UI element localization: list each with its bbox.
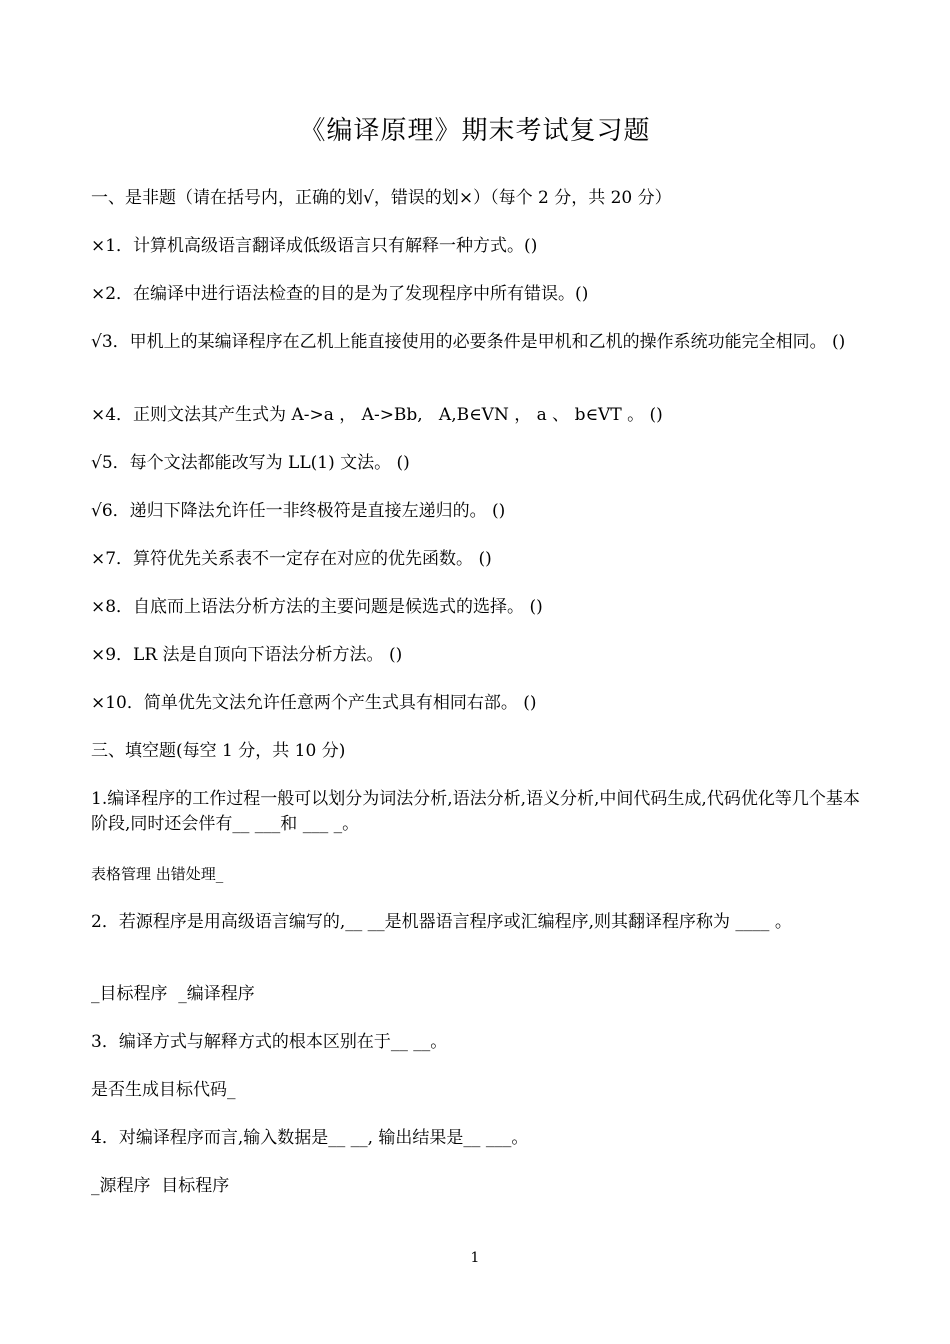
section3-heading: 三、填空题(每空 1 分，共 10 分) bbox=[91, 741, 346, 761]
true-false-item-5: √5．每个文法都能改写为 LL(1) 文法。 () bbox=[91, 453, 410, 473]
fill-blank-question-4: 4．对编译程序而言,输入数据是__ __, 输出结果是__ ___。 bbox=[91, 1128, 529, 1148]
true-false-item-4: ×4．正则文法其产生式为 A->a ， A->Bb, A,B∈VN ， a 、 b∈VT 。 () bbox=[91, 405, 663, 425]
fill-blank-question-2: 2．若源程序是用高级语言编写的,__ __是机器语言程序或汇编程序,则其翻译程序称为 ____ 。 bbox=[91, 912, 792, 932]
true-false-item-2: ×2．在编译中进行语法检查的目的是为了发现程序中所有错误。() bbox=[91, 284, 589, 304]
section1-heading: 一、是非题（请在括号内，正确的划√，错误的划×）（每个 2 分，共 20 分） bbox=[91, 188, 672, 208]
page-number: 1 bbox=[470, 1250, 480, 1266]
true-false-item-7: ×7．算符优先关系表不一定存在对应的优先函数。 () bbox=[91, 549, 492, 569]
fill-blank-answer-4: _源程序 目标程序 bbox=[91, 1176, 230, 1196]
fill-blank-question-3: 3．编译方式与解释方式的根本区别在于__ __。 bbox=[91, 1032, 448, 1052]
fill-blank-answer-1: 表格管理 出错处理_ bbox=[91, 865, 224, 883]
fill-blank-question-1: 1.编译程序的工作过程一般可以划分为词法分析,语法分析,语义分析,中间代码生成,代码优化等几个基本阶段,同时还会伴有__ ___和 ___ _。 bbox=[91, 789, 860, 834]
true-false-item-6: √6．递归下降法允许任一非终极符是直接左递归的。 () bbox=[91, 501, 506, 521]
true-false-item-1: ×1．计算机高级语言翻译成低级语言只有解释一种方式。() bbox=[91, 236, 538, 256]
true-false-item-9: ×9．LR 法是自顶向下语法分析方法。 () bbox=[91, 645, 403, 665]
true-false-item-8: ×8．自底而上语法分析方法的主要问题是候选式的选择。 () bbox=[91, 597, 543, 617]
fill-blank-answer-3: 是否生成目标代码_ bbox=[91, 1080, 236, 1100]
true-false-item-10: ×10．简单优先文法允许任意两个产生式具有相同右部。 () bbox=[91, 693, 537, 713]
fill-blank-answer-2: _目标程序 _编译程序 bbox=[91, 984, 255, 1004]
true-false-item-3: √3．甲机上的某编译程序在乙机上能直接使用的必要条件是甲机和乙机的操作系统功能完全相同。 () bbox=[91, 332, 846, 352]
page-title: 《编译原理》期末考试复习题 bbox=[299, 116, 651, 146]
